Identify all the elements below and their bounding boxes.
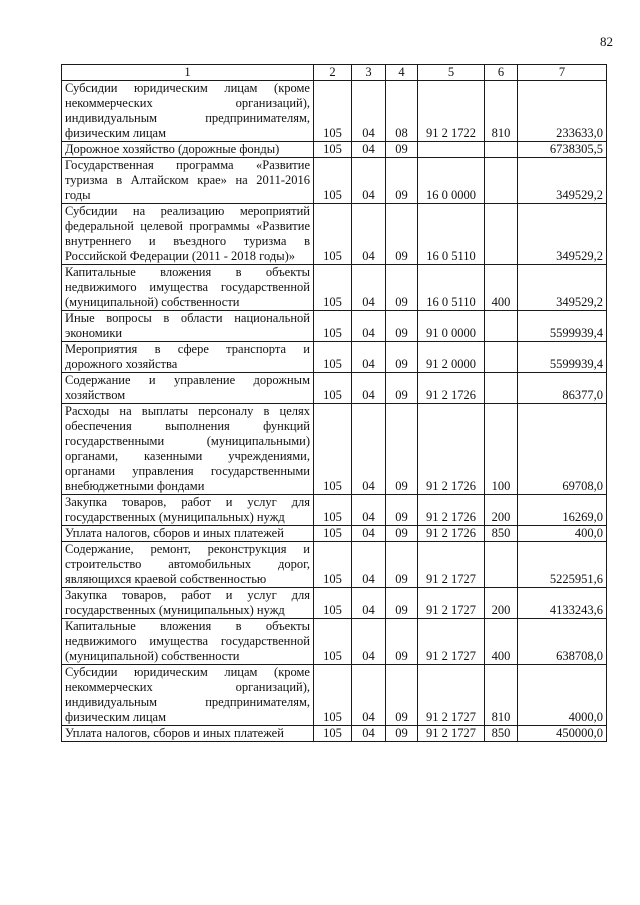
budget-table-body (62, 81, 607, 742)
header-cell-5: 5 (418, 65, 485, 81)
cell-expense-type (485, 342, 518, 373)
cell-expense-name: Дорожное хозяйство (дорожные фонды) (62, 142, 314, 158)
page-number: 82 (600, 34, 613, 49)
cell-expense-name: Уплата налогов, сборов и иных платежей (62, 526, 314, 542)
cell-expense-type (485, 373, 518, 404)
table-row (62, 373, 607, 404)
cell-section-code: 04 (352, 158, 386, 204)
header-cell-6: 6 (485, 65, 518, 81)
cell-section-code: 04 (352, 373, 386, 404)
cell-section-code: 04 (352, 619, 386, 665)
cell-expense-type (485, 311, 518, 342)
cell-target-article: 91 2 1727 (418, 542, 485, 588)
cell-expense-type: 200 (485, 588, 518, 619)
cell-subsection-code: 09 (386, 373, 418, 404)
cell-subsection-code: 09 (386, 265, 418, 311)
cell-expense-type: 850 (485, 526, 518, 542)
cell-section-code: 04 (352, 265, 386, 311)
cell-expense-name: Субсидии юридическим лицам (кроме некоммерческих организаций), индивидуальным предпринимателям, физическим лицам (62, 665, 314, 726)
cell-expense-type: 850 (485, 726, 518, 742)
table-row (62, 588, 607, 619)
cell-subsection-code: 09 (386, 665, 418, 726)
cell-amount: 86377,0 (518, 373, 607, 404)
cell-section-code: 04 (352, 588, 386, 619)
cell-ministry-code: 105 (314, 311, 352, 342)
cell-subsection-code: 09 (386, 726, 418, 742)
cell-section-code: 04 (352, 542, 386, 588)
cell-amount: 233633,0 (518, 81, 607, 142)
cell-section-code: 04 (352, 342, 386, 373)
cell-subsection-code: 09 (386, 588, 418, 619)
cell-ministry-code: 105 (314, 204, 352, 265)
header-cell-1: 1 (62, 65, 314, 81)
cell-target-article: 91 2 1726 (418, 526, 485, 542)
cell-amount: 4133243,6 (518, 588, 607, 619)
table-row (62, 404, 607, 495)
cell-amount: 16269,0 (518, 495, 607, 526)
cell-ministry-code: 105 (314, 265, 352, 311)
cell-target-article (418, 142, 485, 158)
cell-expense-type: 810 (485, 665, 518, 726)
cell-expense-name: Капитальные вложения в объекты недвижимого имущества государственной (муниципальной) собственности (62, 265, 314, 311)
cell-expense-name: Закупка товаров, работ и услуг для государственных (муниципальных) нужд (62, 588, 314, 619)
cell-amount: 5225951,6 (518, 542, 607, 588)
cell-ministry-code: 105 (314, 342, 352, 373)
cell-ministry-code: 105 (314, 495, 352, 526)
cell-subsection-code: 09 (386, 142, 418, 158)
cell-expense-name: Иные вопросы в области национальной экономики (62, 311, 314, 342)
cell-expense-name: Мероприятия в сфере транспорта и дорожного хозяйства (62, 342, 314, 373)
cell-subsection-code: 09 (386, 204, 418, 265)
table-row (62, 665, 607, 726)
cell-target-article: 16 0 5110 (418, 204, 485, 265)
cell-amount: 349529,2 (518, 158, 607, 204)
cell-ministry-code: 105 (314, 542, 352, 588)
cell-ministry-code: 105 (314, 526, 352, 542)
cell-amount: 5599939,4 (518, 311, 607, 342)
cell-expense-type (485, 158, 518, 204)
cell-amount: 400,0 (518, 526, 607, 542)
cell-expense-name: Государственная программа «Развитие туризма в Алтайском крае» на 2011-2016 годы (62, 158, 314, 204)
cell-subsection-code: 09 (386, 158, 418, 204)
table-row (62, 726, 607, 742)
table-row (62, 542, 607, 588)
cell-ministry-code: 105 (314, 81, 352, 142)
cell-section-code: 04 (352, 495, 386, 526)
cell-ministry-code: 105 (314, 665, 352, 726)
cell-target-article: 91 2 1727 (418, 726, 485, 742)
cell-expense-name: Уплата налогов, сборов и иных платежей (62, 726, 314, 742)
cell-target-article: 91 2 1727 (418, 588, 485, 619)
cell-ministry-code: 105 (314, 142, 352, 158)
cell-expense-type (485, 204, 518, 265)
cell-section-code: 04 (352, 142, 386, 158)
cell-section-code: 04 (352, 204, 386, 265)
header-row (62, 65, 607, 81)
header-cell-4: 4 (386, 65, 418, 81)
cell-ministry-code: 105 (314, 619, 352, 665)
cell-expense-name: Субсидии юридическим лицам (кроме некоммерческих организаций), индивидуальным предпринимателям, физическим лицам (62, 81, 314, 142)
table-row (62, 526, 607, 542)
cell-section-code: 04 (352, 311, 386, 342)
cell-subsection-code: 09 (386, 495, 418, 526)
cell-ministry-code: 105 (314, 373, 352, 404)
cell-amount: 5599939,4 (518, 342, 607, 373)
header-cell-3: 3 (352, 65, 386, 81)
table-row (62, 158, 607, 204)
cell-section-code: 04 (352, 81, 386, 142)
cell-expense-type: 200 (485, 495, 518, 526)
cell-expense-type: 400 (485, 265, 518, 311)
table-row (62, 619, 607, 665)
cell-amount: 69708,0 (518, 404, 607, 495)
table-row (62, 311, 607, 342)
cell-target-article: 16 0 5110 (418, 265, 485, 311)
header-cell-7: 7 (518, 65, 607, 81)
cell-expense-type: 400 (485, 619, 518, 665)
cell-expense-name: Субсидии на реализацию мероприятий федеральной целевой программы «Развитие внутреннего и въездного туризма в Российской Федерации (2011 - 2018 годы)» (62, 204, 314, 265)
header-cell-2: 2 (314, 65, 352, 81)
table-row (62, 81, 607, 142)
cell-amount: 450000,0 (518, 726, 607, 742)
cell-expense-name: Закупка товаров, работ и услуг для государственных (муниципальных) нужд (62, 495, 314, 526)
cell-subsection-code: 09 (386, 342, 418, 373)
cell-section-code: 04 (352, 665, 386, 726)
cell-ministry-code: 105 (314, 588, 352, 619)
cell-subsection-code: 09 (386, 311, 418, 342)
cell-section-code: 04 (352, 726, 386, 742)
cell-subsection-code: 09 (386, 619, 418, 665)
cell-expense-type (485, 542, 518, 588)
cell-amount: 6738305,5 (518, 142, 607, 158)
cell-section-code: 04 (352, 526, 386, 542)
cell-target-article: 91 2 1726 (418, 404, 485, 495)
table-row (62, 265, 607, 311)
cell-amount: 4000,0 (518, 665, 607, 726)
cell-expense-type: 100 (485, 404, 518, 495)
cell-target-article: 91 2 1726 (418, 373, 485, 404)
table-row (62, 495, 607, 526)
cell-ministry-code: 105 (314, 726, 352, 742)
cell-ministry-code: 105 (314, 158, 352, 204)
cell-expense-type: 810 (485, 81, 518, 142)
cell-target-article: 91 2 1726 (418, 495, 485, 526)
cell-target-article: 91 0 0000 (418, 311, 485, 342)
table-row (62, 142, 607, 158)
cell-target-article: 91 2 1722 (418, 81, 485, 142)
cell-expense-name: Капитальные вложения в объекты недвижимого имущества государственной (муниципальной) собственности (62, 619, 314, 665)
table-row (62, 342, 607, 373)
cell-expense-name: Содержание, ремонт, реконструкция и строительство автомобильных дорог, являющихся краевой собственностью (62, 542, 314, 588)
cell-ministry-code: 105 (314, 404, 352, 495)
cell-target-article: 91 2 0000 (418, 342, 485, 373)
cell-subsection-code: 09 (386, 404, 418, 495)
cell-expense-name: Расходы на выплаты персоналу в целях обеспечения выполнения функций государственными (муниципальными) органами, казенными учреждениями, органами управления государственными внебюджетными фондами (62, 404, 314, 495)
cell-amount: 638708,0 (518, 619, 607, 665)
cell-subsection-code: 09 (386, 542, 418, 588)
cell-subsection-code: 09 (386, 526, 418, 542)
cell-subsection-code: 08 (386, 81, 418, 142)
cell-target-article: 16 0 0000 (418, 158, 485, 204)
cell-amount: 349529,2 (518, 204, 607, 265)
cell-amount: 349529,2 (518, 265, 607, 311)
cell-target-article: 91 2 1727 (418, 619, 485, 665)
cell-expense-name: Содержание и управление дорожным хозяйством (62, 373, 314, 404)
cell-target-article: 91 2 1727 (418, 665, 485, 726)
budget-table (61, 64, 607, 742)
cell-expense-type (485, 142, 518, 158)
cell-section-code: 04 (352, 404, 386, 495)
table-row (62, 204, 607, 265)
